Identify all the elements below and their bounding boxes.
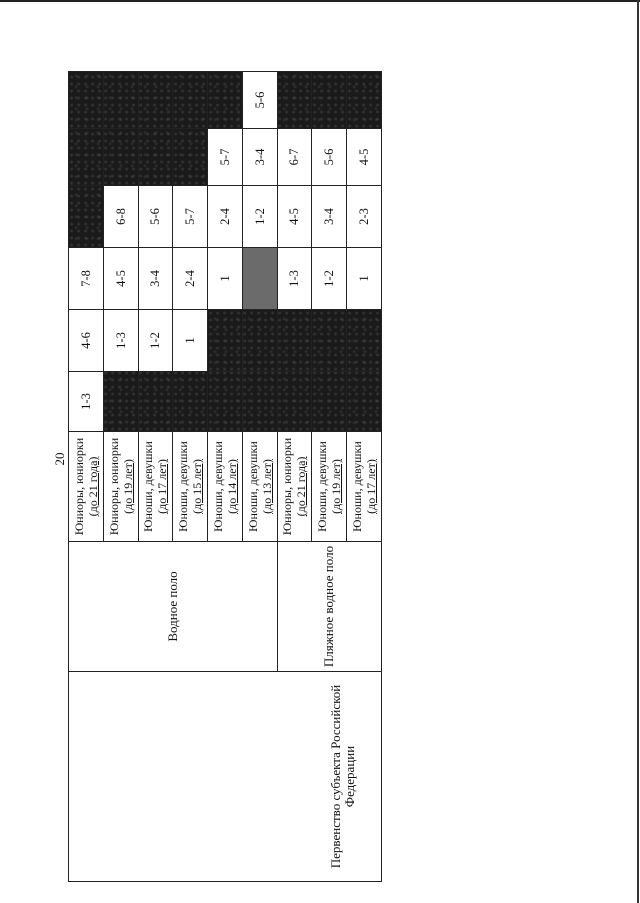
rank-cell	[312, 310, 347, 372]
age-limit-label: (до 19 лет)	[329, 459, 344, 514]
age-group-cell	[103, 432, 138, 542]
age-group-label: Юноши, девушки	[176, 441, 191, 532]
table-row	[69, 72, 104, 882]
rank-cell	[173, 372, 208, 432]
rank-cell	[312, 372, 347, 432]
rank-cell	[173, 129, 208, 186]
rank-cell	[69, 129, 104, 186]
rank-cell: 5-7	[173, 186, 208, 248]
age-group-cell	[277, 432, 312, 542]
rank-cell	[69, 72, 104, 129]
age-group-cell	[173, 432, 208, 542]
rank-cell: 1	[173, 310, 208, 372]
rank-cell: 1	[347, 248, 382, 310]
age-group-label: Юноши, девушки	[210, 441, 225, 532]
rotated-table-container	[68, 72, 382, 882]
rank-cell	[242, 310, 277, 372]
age-group-label: Юноши, девушки	[141, 441, 156, 532]
age-group-cell	[69, 432, 104, 542]
age-limit-label: (до 14 лет)	[224, 459, 239, 514]
age-limit-label: (до 15 лет)	[190, 459, 205, 514]
age-group-cell	[208, 432, 243, 542]
rank-cell: 4-5	[277, 186, 312, 248]
rank-cell	[208, 372, 243, 432]
rank-cell: 5-7	[208, 129, 243, 186]
rank-cell: 2-4	[208, 186, 243, 248]
age-limit-label: (до 21 года)	[294, 456, 309, 517]
age-group-cell	[242, 432, 277, 542]
rank-cell: 3-4	[312, 186, 347, 248]
sport-cell: Водное поло	[69, 542, 278, 672]
age-limit-label: (до 13 лет)	[259, 459, 274, 514]
rank-cell	[242, 372, 277, 432]
age-group-label: Юноши, девушки	[315, 441, 330, 532]
age-group-cell	[312, 432, 347, 542]
rank-cell: 1-2	[242, 186, 277, 248]
rank-cell	[277, 72, 312, 129]
age-limit-label: (до 17 лет)	[155, 459, 170, 514]
rank-cell: 3-4	[138, 248, 173, 310]
rank-cell: 6-8	[103, 186, 138, 248]
age-limit-label: (до 17 лет)	[364, 459, 379, 514]
rank-cell	[277, 310, 312, 372]
age-limit-label: (до 19 лет)	[120, 459, 135, 514]
rank-cell: 1	[208, 248, 243, 310]
rank-cell	[347, 372, 382, 432]
rank-cell: 2-4	[173, 248, 208, 310]
scan-right-edge	[637, 0, 639, 903]
age-group-label: Юниоры, юниорки	[280, 437, 295, 536]
age-group-cell	[138, 432, 173, 542]
rank-cell	[347, 310, 382, 372]
rank-cell	[138, 372, 173, 432]
age-group-label: Юниоры, юниорки	[106, 437, 121, 536]
rank-cell	[103, 372, 138, 432]
rank-cell	[138, 129, 173, 186]
age-group-label: Юноши, девушки	[245, 441, 260, 532]
rank-cell	[347, 72, 382, 129]
rank-cell	[242, 248, 277, 310]
rank-cell: 2-3	[347, 186, 382, 248]
rank-cell	[277, 372, 312, 432]
age-group-cell	[347, 432, 382, 542]
rank-cell: 1-2	[312, 248, 347, 310]
rank-cell: 3-4	[242, 129, 277, 186]
scan-top-edge	[0, 0, 640, 2]
rank-cell	[103, 72, 138, 129]
rank-cell	[103, 129, 138, 186]
rank-cell: 1-3	[277, 248, 312, 310]
ranking-table	[68, 71, 382, 882]
rank-cell	[312, 72, 347, 129]
rank-cell	[69, 186, 104, 248]
rank-cell: 5-6	[138, 186, 173, 248]
rank-cell: 5-6	[312, 129, 347, 186]
event-cell: Первенство субъекта Российской Федерации	[69, 672, 382, 882]
rank-cell: 1-3	[103, 310, 138, 372]
rank-cell: 4-6	[69, 310, 104, 372]
rank-cell	[208, 72, 243, 129]
sport-cell: Пляжное водное поло	[277, 542, 381, 672]
age-group-label: Юниоры, юниорки	[71, 437, 86, 536]
rank-cell: 4-5	[347, 129, 382, 186]
rank-cell: 1-3	[69, 372, 104, 432]
age-limit-label: (до 21 года)	[85, 456, 100, 517]
rank-cell: 5-6	[242, 72, 277, 129]
rank-cell	[138, 72, 173, 129]
rank-cell	[208, 310, 243, 372]
rank-cell: 6-7	[277, 129, 312, 186]
rank-cell: 4-5	[103, 248, 138, 310]
page-number: 20	[52, 452, 67, 466]
rank-cell: 7-8	[69, 248, 104, 310]
rank-cell: 1-2	[138, 310, 173, 372]
rank-cell	[173, 72, 208, 129]
age-group-label: Юноши, девушки	[350, 441, 365, 532]
